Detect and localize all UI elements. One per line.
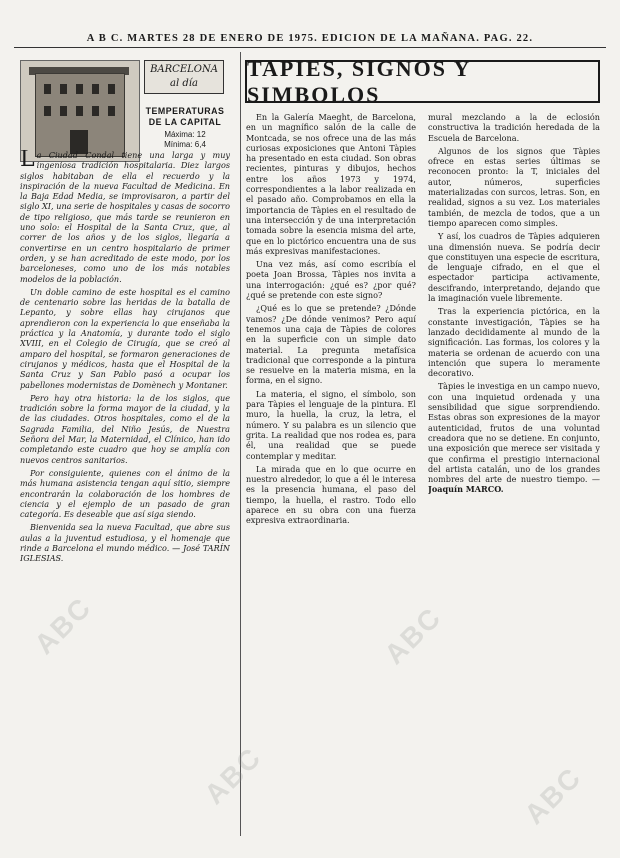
- paragraph: [20, 150, 230, 284]
- paragraph: Tàpies le investiga en un campo nuevo, con una inquietud ordenada y una sensibilidad que sigue sorprendiendo. Estas obras son expresiones de la mayor autenticidad, frutos de una voluntad creadora que no se detiene. En conjunto, una exposición que merece ser visitada y que confirma el prestigio internacional del artista catalán, uno de los grandes nombres del arte de nuestro tiempo. — Joaquín MARCO.: [428, 381, 600, 495]
- paragraph: Un doble camino de este hospital es el camino de centenario sobre las heridas de la batalla de Lepanto, y sobre ellas hay cirujanos que aprendieron con la experiencia lo que enseñaba la práctica y la Anatomía, y durante todo el siglo XVIII, en el Colegio de Cirugía, que se creó al amparo del hospital, se formaron generaciones de cirujanos y médicos, hasta que el Hospital de la Santa Cruz y San Pablo pasó a ocupar los pabellones modernistas de Domènech y Montaner.: [20, 286, 230, 390]
- paragraph: La materia, el signo, el símbolo, son para Tàpies el lenguaje de la pintura. El muro, la huella, la cruz, la letra, el número. Y su palabra es un silencio que grita. La realidad que nos rodea es, para él, una realidad que se puede contemplar y meditar.: [246, 388, 416, 461]
- window: [44, 84, 51, 94]
- temperatures-heading: [144, 106, 226, 128]
- banner-title: BARCELONA: [150, 64, 218, 75]
- page-header: A B C. MARTES 28 DE ENERO DE 1975. EDICION DE LA MAÑANA. PAG. 22.: [86, 33, 534, 44]
- building-illustration: [20, 60, 140, 162]
- paragraph: Pero hay otra historia: la de los siglos, que tradición sobre la forma mayor de la ciudad, y la de las ciudades. Otros hospitales, como el de la Sagrada Familia, del Niño Jesús, de Nuestra Señora del Mar, la Maternidad, el Clínico, han ido completando este cuadro que hoy se amplía con nuevos centros sanitarios.: [20, 392, 230, 465]
- article-column-1: [246, 112, 416, 836]
- heading-line: DE LA CAPITAL: [148, 117, 222, 127]
- paragraph: mural mezclando a la de eclosión constructiva la tradición heredada de la Escuela de Barcelona.: [428, 112, 600, 143]
- max-temperature: Máxima: 12: [164, 130, 206, 139]
- window: [108, 84, 115, 94]
- min-temperature: Mínima: 6,4: [164, 140, 206, 149]
- paragraph: Algunos de los signos que Tàpies ofrece en estas series últimas se reconocen pronto: la T, iniciales del autor, números, superficies materializadas con surcos, letras. Son, en realidad, signos a su vez. Los materiales también, de mezcla de todos, que a un tiempo aparecen como simples.: [428, 145, 600, 228]
- illustration-building: [35, 73, 125, 157]
- watermark-stamp: ABC: [518, 761, 588, 831]
- window: [44, 106, 51, 116]
- header-rule: [14, 47, 606, 48]
- temperature-readout: [150, 130, 220, 150]
- section-banner: [144, 60, 224, 94]
- watermark-stamp: ABC: [198, 741, 268, 811]
- paragraph: Y así, los cuadros de Tàpies adquieren una dimensión nueva. Se podría decir que constituyen una especie de escritura, de lenguaje cifrado, en el que el espectador participa activamente, descifrando, interpretando, dejando que la imaginación vuele libremente.: [428, 231, 600, 304]
- heading-line: TEMPERATURAS: [145, 106, 225, 116]
- paragraph: La mirada que en lo que ocurre en nuestro alrededor, lo que a él le interesa es la presencia humana, el paso del tiempo, la huella, el rastro. Todo ello aparece en su obra con una fuerza expresiva extraordinaria.: [246, 463, 416, 526]
- drop-cap: L: [20, 150, 35, 172]
- column-divider: [240, 52, 241, 836]
- window: [60, 106, 67, 116]
- paragraph: Tras la experiencia pictórica, en la constante investigación, Tàpies se ha lanzado decididamente al mundo de la significación. Las formas, los colores y la materia se ordenan de acuerdo con una intención que supera lo meramente decorativo.: [428, 306, 600, 379]
- paragraph: En la Galería Maeght, de Barcelona, en un magnífico salón de la calle de Montcada, se nos ofrece una de las más curiosas exposiciones que Antoni Tàpies ha presentado en esta ciudad. Son obras recientes, pinturas y dibujos, hechos entre los años 1973 y 1974, correspondientes a la labor realizada en el pasado año. Comprobamos en ella la importancia de Tàpies en el resultado de una intersección y de una interpretación tomada sobre la esencia misma del arte, que en lo pictórico encuentra una de sus más expresivas manifestaciones.: [246, 112, 416, 256]
- article-column-2: [428, 112, 600, 836]
- window: [76, 106, 83, 116]
- paragraph: ¿Qué es lo que se pretende? ¿Dónde vamos? ¿De dónde venimos? Pero aquí tenemos una caja de Tàpies de colores en la superficie con un simple dato material. La pregunta metafísica tradicional que corresponde a la pintura se resuelve en la materia misma, en la forma, en el signo.: [246, 303, 416, 386]
- article-title: TAPIES, SIGNOS Y SIMBOLOS: [245, 60, 600, 103]
- window: [76, 84, 83, 94]
- paragraph-text: Tàpies le investiga en un campo nuevo, con una inquietud ordenada y una sensibilidad que sigue sorprendiendo. Estas obras son expresiones de la mayor autenticidad, frutos de una voluntad creadora que no se detiene. En conjunto, una exposición que merece ser visitada y que confirma el prestigio internacional del artista catalán, uno de los grandes nombres del arte de nuestro tiempo.: [428, 381, 600, 485]
- paragraph: Bienvenida sea la nueva Facultad, que abre sus aulas a la juventud estudiosa, y el homenaje que rinde a Barcelona el mundo médico. — José TARÍN IGLESIAS.: [20, 522, 230, 564]
- window: [92, 84, 99, 94]
- banner-subtitle: al día: [170, 78, 198, 89]
- watermark-stamp: ABC: [28, 591, 98, 661]
- window: [92, 106, 99, 116]
- watermark-stamp: ABC: [378, 601, 448, 671]
- window: [60, 84, 67, 94]
- author-signature: Joaquín MARCO.: [428, 484, 504, 495]
- paragraph-text: a Ciudad Condal tiene una larga y muy ingeniosa tradición hospitalaria. Diez largos siglos habitaban de ella el recuerdo y la inspiración de la nueva Facultad de Medicina. En la Baja Edad Media, se improvisaron, a partir del siglo XI, una serie de hospitales y casas de socorro de tipo religioso, que más tarde se reunieron en uno solo: el Hospital de la Santa Cruz, que, al correr de los años y de los siglos, llegaría a convertirse en un centro hospitalario de primer orden, y se han acreditado de este modo, por los barceloneses, como uno de los más notables modelos de la población.: [20, 150, 230, 284]
- window: [108, 106, 115, 116]
- column-barcelona-text: [20, 150, 230, 836]
- paragraph: Una vez más, así como escribía el poeta Joan Brossa, Tàpies nos invita a una interrogación: ¿qué es? ¿por qué? ¿qué se pretende con este signo?: [246, 259, 416, 301]
- paragraph: Por consiguiente, quienes con el ánimo de la más humana asistencia tengan aquí sitio, siempre encontrarán la colaboración de los hombres de ciencia y el ejemplo de un pasado de gran categoría. Es deseable que así siga siendo.: [20, 467, 230, 520]
